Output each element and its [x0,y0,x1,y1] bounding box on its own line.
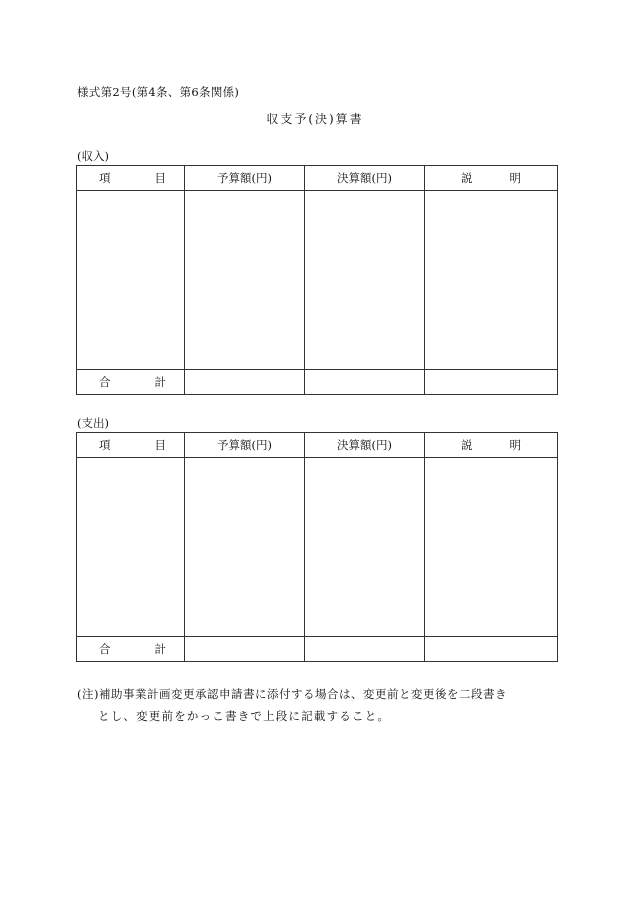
expense-body-row [77,458,558,637]
description-header-left: 説 [461,438,473,452]
income-table [76,165,558,395]
expense-settlement-cell[interactable] [305,458,425,637]
expense-total-settlement[interactable] [305,637,425,662]
income-section-label: (収入) [77,149,109,163]
form-number: 様式第2号(第4条、第6条関係) [77,85,240,99]
expense-total-row [77,637,558,662]
footnote-line-2: とし、変更前をかっこ書きで上段に記載すること。 [98,709,391,723]
income-header-row [77,166,558,191]
expense-total-description[interactable] [425,637,558,662]
income-description-cell[interactable] [425,191,558,370]
total-label-left: 合 [99,375,111,389]
description-header [425,433,558,458]
item-header-right: 目 [154,438,166,452]
item-header [77,433,185,458]
settlement-header: 決算額(円) [305,166,425,191]
budget-header: 予算額(円) [185,166,305,191]
income-total-budget[interactable] [185,370,305,395]
item-header-left: 項 [99,438,111,452]
item-header-left: 項 [99,171,111,185]
income-total-label [77,370,185,395]
description-header [425,166,558,191]
total-label-right: 計 [154,642,166,656]
income-body-row [77,191,558,370]
document-title: 収支予(決)算書 [266,112,364,126]
expense-budget-cell[interactable] [185,458,305,637]
budget-header: 予算額(円) [185,433,305,458]
total-label-right: 計 [154,375,166,389]
expense-total-budget[interactable] [185,637,305,662]
description-header-right: 明 [509,171,521,185]
settlement-header: 決算額(円) [305,433,425,458]
income-total-row [77,370,558,395]
income-item-cell[interactable] [77,191,185,370]
expense-header-row [77,433,558,458]
description-header-left: 説 [461,171,473,185]
income-total-description[interactable] [425,370,558,395]
item-header [77,166,185,191]
footnote [77,683,567,727]
income-settlement-cell[interactable] [305,191,425,370]
income-total-settlement[interactable] [305,370,425,395]
footnote-line-1: (注)補助事業計画変更承認申請書に添付する場合は、変更前と変更後を二段書き [77,687,507,701]
expense-description-cell[interactable] [425,458,558,637]
expense-total-label [77,637,185,662]
item-header-right: 目 [154,171,166,185]
expense-section-label: (支出) [77,416,109,430]
income-budget-cell[interactable] [185,191,305,370]
total-label-left: 合 [99,642,111,656]
expense-item-cell[interactable] [77,458,185,637]
description-header-right: 明 [509,438,521,452]
expense-table [76,432,558,662]
